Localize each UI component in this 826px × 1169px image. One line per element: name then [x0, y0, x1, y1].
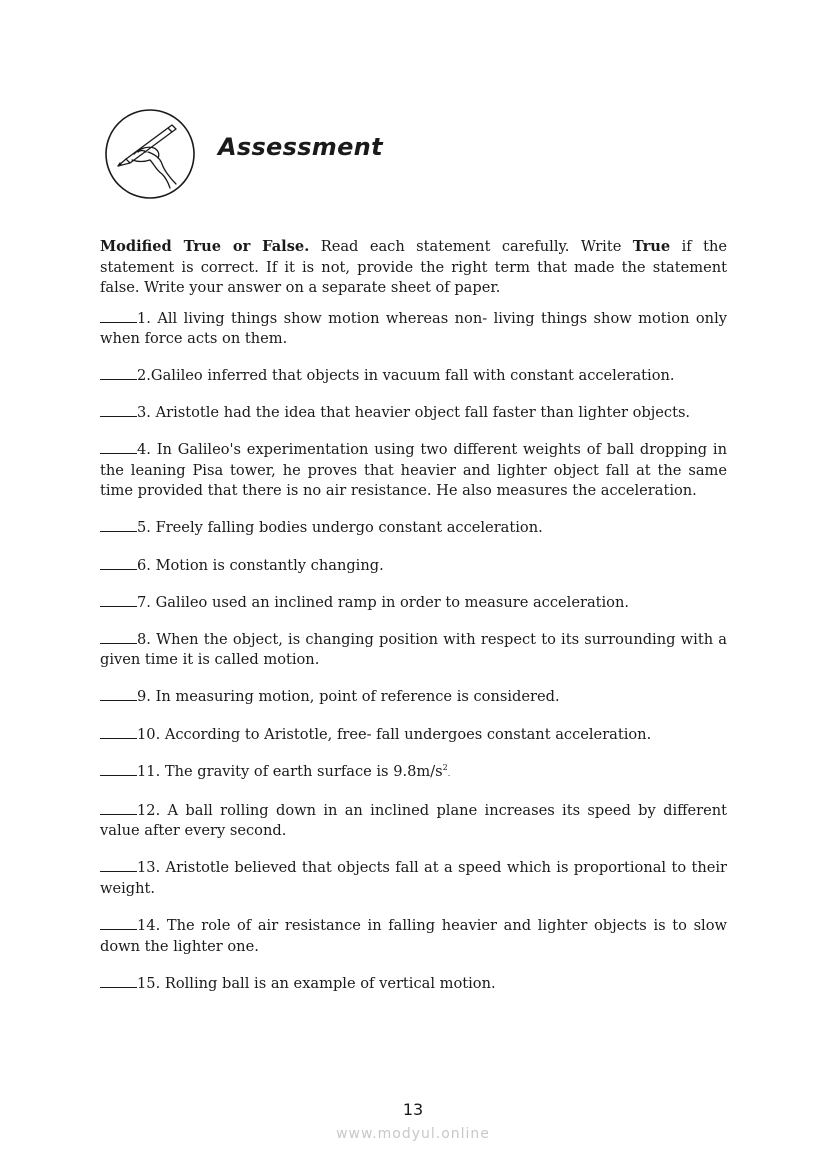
question-text: 6. Motion is constantly changing.: [137, 556, 384, 574]
answer-blank: [100, 986, 137, 988]
superscript: 2: [442, 762, 448, 772]
question-7: [100, 593, 727, 614]
instructions-lead: Modified True or False.: [100, 238, 310, 255]
question-6: [100, 556, 727, 577]
question-text: 11. The gravity of earth surface is 9.8m/s: [137, 762, 443, 780]
instructions-text-1: Read each statement carefully. Write: [309, 238, 633, 255]
answer-blank: [100, 530, 137, 532]
assessment-content: [100, 237, 727, 1011]
question-2: [100, 366, 727, 387]
question-9: [100, 687, 727, 708]
question-text: 2.Galileo inferred that objects in vacuum fall with constant acceleration.: [137, 366, 675, 384]
question-text: 14. The role of air resistance in falling heavier and lighter objects is to slow down the lighter one.: [100, 917, 727, 955]
pencil-hand-icon: [104, 108, 196, 200]
question-12: [100, 801, 727, 842]
answer-blank: [100, 568, 137, 570]
answer-blank: [100, 415, 137, 417]
answer-blank: [100, 378, 137, 380]
answer-blank: [100, 870, 137, 872]
answer-blank: [100, 321, 137, 323]
question-text: 8. When the object, is changing position with respect to its surrounding with a given time it is called motion.: [100, 630, 727, 669]
question-1: [100, 309, 727, 350]
answer-blank: [100, 605, 137, 607]
question-text: 7. Galileo used an inclined ramp in order to measure acceleration.: [137, 593, 630, 611]
question-15: [100, 974, 727, 995]
instructions-text-2: if the statement is correct. If it is not, provide the right term that made the statement false. Write your answer on a separate sheet of paper.: [100, 238, 727, 297]
question-text: 15. Rolling ball is an example of vertical motion.: [137, 974, 496, 992]
question-5: [100, 518, 727, 539]
question-text: 5. Freely falling bodies undergo constant acceleration.: [137, 519, 543, 537]
page-number: 13: [402, 1100, 424, 1119]
answer-blank: [100, 774, 137, 776]
answer-blank: [100, 699, 137, 701]
question-text: 4. In Galileo's experimentation using two different weights of ball dropping in the leaning Pisa tower, he proves that heavier and lighter object fall at the same time provided that there is no air resistance. He also measures the acceleration.: [100, 441, 727, 500]
question-text: 9. In measuring motion, point of reference is considered.: [137, 688, 560, 706]
question-text: 1. All living things show motion whereas non- living things show motion only when force acts on them.: [100, 309, 727, 348]
answer-blank: [100, 928, 137, 930]
question-8: [100, 630, 727, 671]
question-text: 10. According to Aristotle, free- fall undergoes constant acceleration.: [137, 725, 652, 743]
question-3: [100, 403, 727, 424]
answer-blank: [100, 452, 137, 454]
question-tail: .: [447, 768, 451, 778]
question-text: 12. A ball rolling down in an inclined plane increases its speed by different value after every second.: [100, 801, 727, 840]
question-14: [100, 916, 727, 957]
page-title: Assessment: [218, 133, 383, 161]
question-10: [100, 725, 727, 746]
answer-blank: [100, 737, 137, 739]
question-text: 3. Aristotle had the idea that heavier object fall faster than lighter objects.: [137, 404, 691, 422]
watermark: www.modyul.online: [336, 1126, 490, 1142]
answer-blank: [100, 813, 137, 815]
question-text: 13. Aristotle believed that objects fall at a speed which is proportional to their weight.: [100, 859, 727, 897]
instructions: [100, 237, 727, 299]
question-11: [100, 762, 727, 785]
answer-blank: [100, 642, 137, 644]
question-13: [100, 858, 727, 899]
question-4: [100, 440, 727, 502]
instructions-true: True: [632, 238, 671, 255]
